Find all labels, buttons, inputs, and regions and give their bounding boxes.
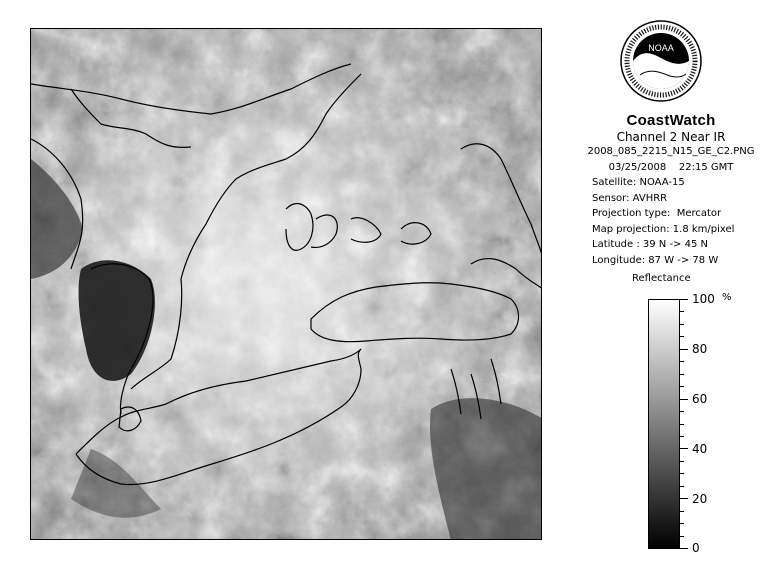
colorbar-tick — [680, 461, 684, 462]
dark-ne-area — [430, 398, 542, 540]
colorbar-tick — [680, 511, 684, 512]
colorbar-tick — [680, 299, 688, 300]
product-title: CoastWatch — [626, 112, 716, 129]
colorbar-tick — [680, 336, 684, 337]
colorbar-tick — [680, 548, 688, 549]
tick-label-40: 40 — [692, 442, 708, 456]
sensor-text: Sensor: AVHRR — [592, 192, 668, 204]
colorbar-tick — [680, 374, 684, 375]
info-panel — [560, 112, 782, 268]
colorbar-tick — [680, 436, 684, 437]
latitude-text: Latitude : 39 N -> 45 N — [592, 239, 708, 250]
tick-label-60: 60 — [692, 392, 708, 406]
tick-label-0: 0 — [692, 541, 700, 555]
colorbar-tick — [680, 523, 684, 524]
colorbar-tick — [680, 498, 688, 499]
colorbar — [648, 299, 680, 549]
datetime-text: 03/25/2008 22:15 GMT — [608, 161, 734, 173]
projection-type-text: Projection type: Mercator — [592, 208, 722, 219]
colorbar-tick — [680, 424, 684, 425]
noaa-logo-svg — [620, 20, 702, 102]
map-projection-text: Map projection: 1.8 km/pixel — [592, 223, 735, 235]
tick-label-100: 100 — [692, 292, 715, 306]
colorbar-tick — [680, 324, 684, 325]
logo-center-text: NOAA — [648, 43, 674, 53]
tick-label-20: 20 — [692, 492, 708, 506]
longitude-text: Longitude: 87 W -> 78 W — [592, 254, 719, 266]
product-subtitle: Channel 2 Near IR — [616, 130, 726, 144]
colorbar-tick — [680, 536, 684, 537]
colorbar-tick — [680, 386, 684, 387]
satellite-image-svg — [31, 29, 542, 540]
colorbar-tick — [680, 486, 684, 487]
metadata-block — [560, 144, 782, 268]
colorbar-tick — [680, 399, 688, 400]
filename-text: 2008_085_2215_N15_GE_C2.PNG — [587, 146, 755, 157]
colorbar-tick — [680, 349, 688, 350]
satellite-image — [30, 28, 542, 540]
noaa-logo — [620, 20, 702, 102]
colorbar-label: Reflectance — [632, 273, 691, 284]
colorbar-tick — [680, 448, 688, 449]
tick-label-80: 80 — [692, 342, 708, 356]
colorbar-tick — [680, 473, 684, 474]
colorbar-tick — [680, 361, 684, 362]
colorbar-unit: % — [722, 292, 732, 303]
colorbar-tick — [680, 311, 684, 312]
colorbar-tick — [680, 411, 684, 412]
colorbar-ticks — [680, 299, 692, 549]
satellite-text: Satellite: NOAA-15 — [592, 177, 685, 188]
